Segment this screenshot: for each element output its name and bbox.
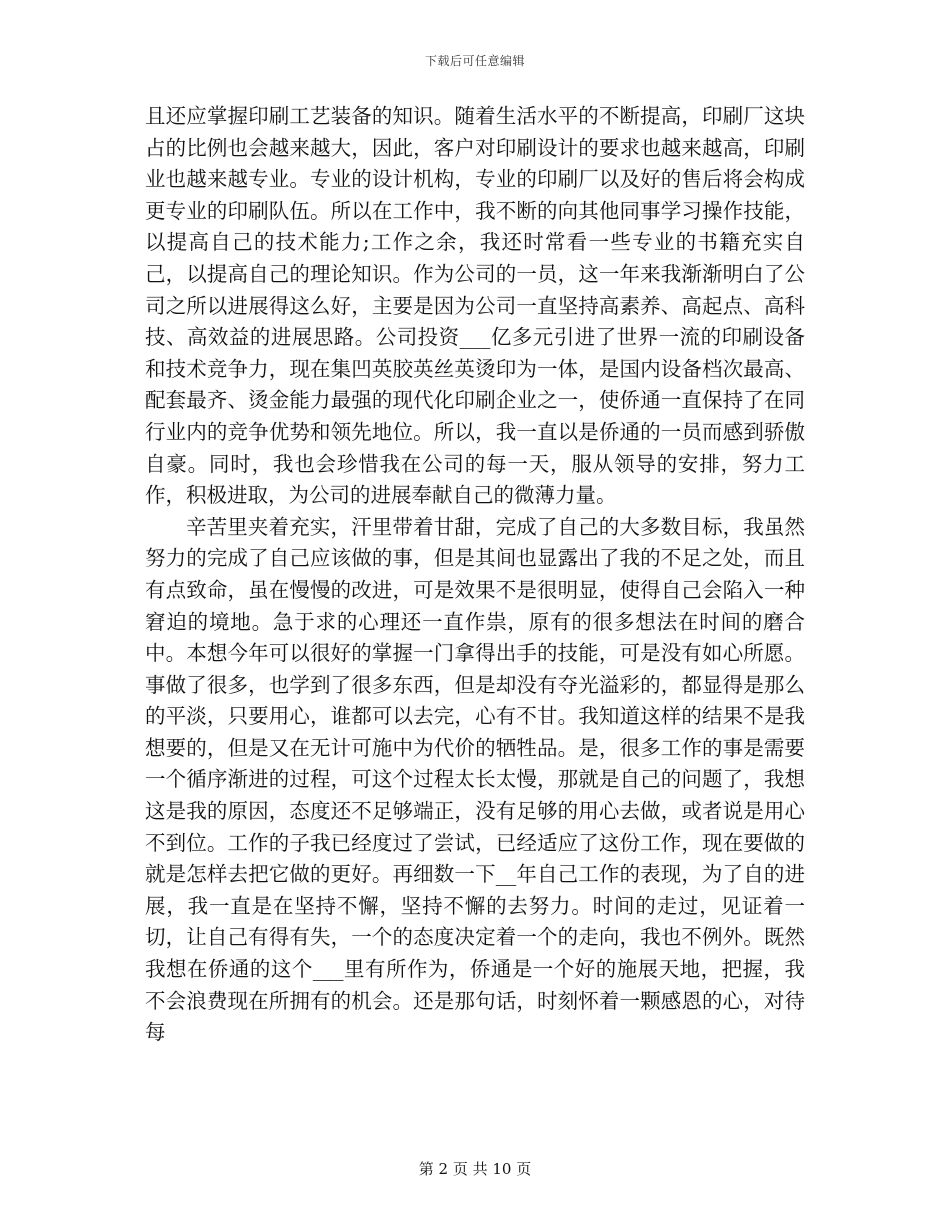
- paragraph: 辛苦里夹着充实，汗里带着甘甜，完成了自己的大多数目标，我虽然努力的完成了自己应该做的事，但是其间也显露出了我的不足之处，而且有点致命，虽在慢慢的改进，可是效果不是很明显，使得自己会陷入一种窘迫的境地。急于求的心理还一直作祟，原有的很多想法在时间的磨合中。本想今年可以很好的掌握一门拿得出手的技能，可是没有如心所愿。事做了很多，也学到了很多东西，但是却没有夺光溢彩的，都显得是那么的平淡，只要用心，谁都可以去完，心有不甘。我知道这样的结果不是我想要的，但是又在无计可施中为代价的牺牲品。是，很多工作的事是需要一个循序渐进的过程，可这个过程太长太慢，那就是自己的问题了，我想这是我的原因，态度还不足够端正，没有足够的用心去做，或者说是用心不到位。工作的子我已经度过了尝试，已经适应了这份工作，现在要做的就是怎样去把它做的更好。再细数一下__年自己工作的表现，为了自的进展，我一直是在坚持不懈，坚持不懈的去努力。时间的走过，见证着一切，让自己有得有失，一个的态度决定着一个的走向，我也不例外。既然我想在侨通的这个___里有所作为，侨通是一个好的施展天地，把握，我不会浪费现在所拥有的机会。还是那句话，时刻怀着一颗感恩的心，对待每: [145, 514, 805, 1045]
- page-header: 下载后可任意编辑: [424, 54, 525, 68]
- paragraph-continued: 且还应掌握印刷工艺装备的知识。随着生活水平的不断提高，印刷厂这块占的比例也会越来越大，因此，客户对印刷设计的要求也越来越高，印刷业也越来越专业。专业的设计机构，专业的印刷厂以及好的售后将会构成更专业的印刷队伍。所以在工作中，我不断的向其他同事学习操作技能，以提高自己的技术能力;工作之余，我还时常看一些专业的书籍充实自己，以提高自己的理论知识。作为公司的一员，这一年来我渐渐明白了公司之所以进展得这么好，主要是因为公司一直坚持高素养、高起点、高科技、高效益的进展思路。公司投资___亿多元引进了世界一流的印刷设备和技术竞争力，现在集凹英胶英丝英烫印为一体，是国内设备档次最高、配套最齐、烫金能力最强的现代化印刷企业之一，使侨通一直保持了在同行业内的竞争优势和领先地位。所以，我一直以是侨通的一员而感到骄傲自豪。同时，我也会珍惜我在公司的每一天，服从领导的安排，努力工作，积极进取，为公司的进展奉献自己的微薄力量。: [145, 104, 805, 508]
- document-body: [145, 101, 805, 1049]
- page-number: 第 2 页 共 10 页: [418, 1160, 532, 1178]
